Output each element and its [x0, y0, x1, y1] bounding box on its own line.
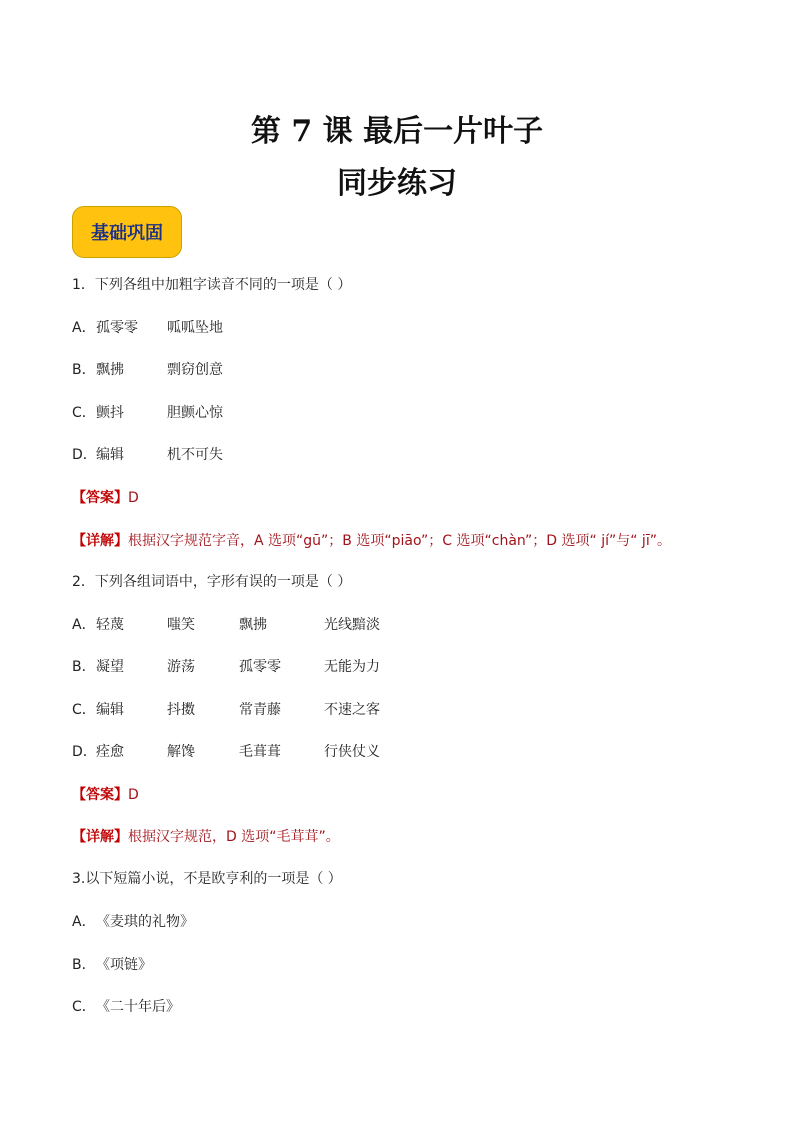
option-word: 剽窃创意 [167, 362, 223, 378]
option-label: A． [72, 617, 96, 633]
option-word: 孤零零 [239, 659, 281, 675]
q2-option-d [72, 743, 722, 761]
answer-value: D [128, 787, 139, 803]
option-word: 颤抖 [96, 405, 124, 421]
option-word: 机不可失 [167, 447, 223, 463]
option-word: 痊愈 [96, 744, 124, 760]
option-label: B． [72, 362, 96, 378]
option-word: 飘拂 [96, 362, 124, 378]
option-word: 常青藤 [239, 702, 281, 718]
option-word: 游荡 [167, 659, 195, 675]
q2-answer [72, 786, 722, 804]
page-title: 第 7 课 最后一片叶子 [250, 114, 544, 149]
explain-tag: 【详解】 [72, 533, 128, 549]
option-title: 《二十年后》 [96, 999, 180, 1015]
explain-tag: 【详解】 [72, 829, 128, 845]
option-label: A． [72, 914, 96, 930]
option-label: C． [72, 999, 96, 1015]
q2-option-b [72, 658, 722, 676]
question-1-stem: 1．下列各组中加粗字读音不同的一项是（ ） [72, 277, 352, 293]
answer-tag: 【答案】 [72, 490, 128, 506]
option-word: 编辑 [96, 447, 124, 463]
option-word: 嗤笑 [167, 617, 195, 633]
question-3-stem: 3.以下短篇小说，不是欧亨利的一项是（ ） [72, 871, 342, 887]
option-word: 凝望 [96, 659, 124, 675]
page-subtitle: 同步练习 [337, 166, 457, 201]
explain-text: 根据汉字规范字音，A 选项“gū”；B 选项“piāo”；C 选项“chàn”；D 选项“ jí”与“ jī”。 [128, 533, 671, 549]
option-title: 《麦琪的礼物》 [96, 914, 194, 930]
q3-option-a [72, 913, 722, 931]
q2-option-a [72, 616, 722, 634]
option-label: A． [72, 320, 96, 336]
option-word: 不速之客 [324, 702, 380, 718]
option-label: B． [72, 957, 96, 973]
option-word: 孤零零 [96, 320, 138, 336]
option-word: 编辑 [96, 702, 124, 718]
q1-answer [72, 489, 722, 507]
q1-option-a [72, 319, 722, 337]
option-title: 《项链》 [96, 957, 152, 973]
option-word: 光线黯淡 [324, 617, 380, 633]
answer-tag: 【答案】 [72, 787, 128, 803]
q2-explanation [72, 828, 722, 846]
option-word: 无能为力 [324, 659, 380, 675]
option-word: 抖擞 [167, 702, 195, 718]
option-word: 飘拂 [239, 617, 267, 633]
answer-value: D [128, 490, 139, 506]
option-label: D． [72, 744, 97, 760]
q1-option-c [72, 404, 722, 422]
option-word: 行侠仗义 [324, 744, 380, 760]
q1-explanation [72, 532, 722, 550]
option-word: 胆颤心惊 [167, 405, 223, 421]
q1-option-d [72, 446, 722, 464]
q3-option-c [72, 998, 722, 1016]
q2-option-c [72, 701, 722, 719]
question-2-stem: 2．下列各组词语中，字形有误的一项是（ ） [72, 574, 352, 590]
option-label: C． [72, 702, 96, 718]
explain-text: 根据汉字规范，D 选项“毛茸茸”。 [128, 829, 340, 845]
option-word: 呱呱坠地 [167, 320, 223, 336]
option-word: 轻蔑 [96, 617, 124, 633]
option-label: B． [72, 659, 96, 675]
section-badge: 基础巩固 [72, 206, 182, 258]
option-word: 毛葺葺 [239, 744, 281, 760]
q3-option-b [72, 956, 722, 974]
option-label: D． [72, 447, 97, 463]
q1-option-b [72, 361, 722, 379]
option-label: C． [72, 405, 96, 421]
option-word: 解馋 [167, 744, 195, 760]
